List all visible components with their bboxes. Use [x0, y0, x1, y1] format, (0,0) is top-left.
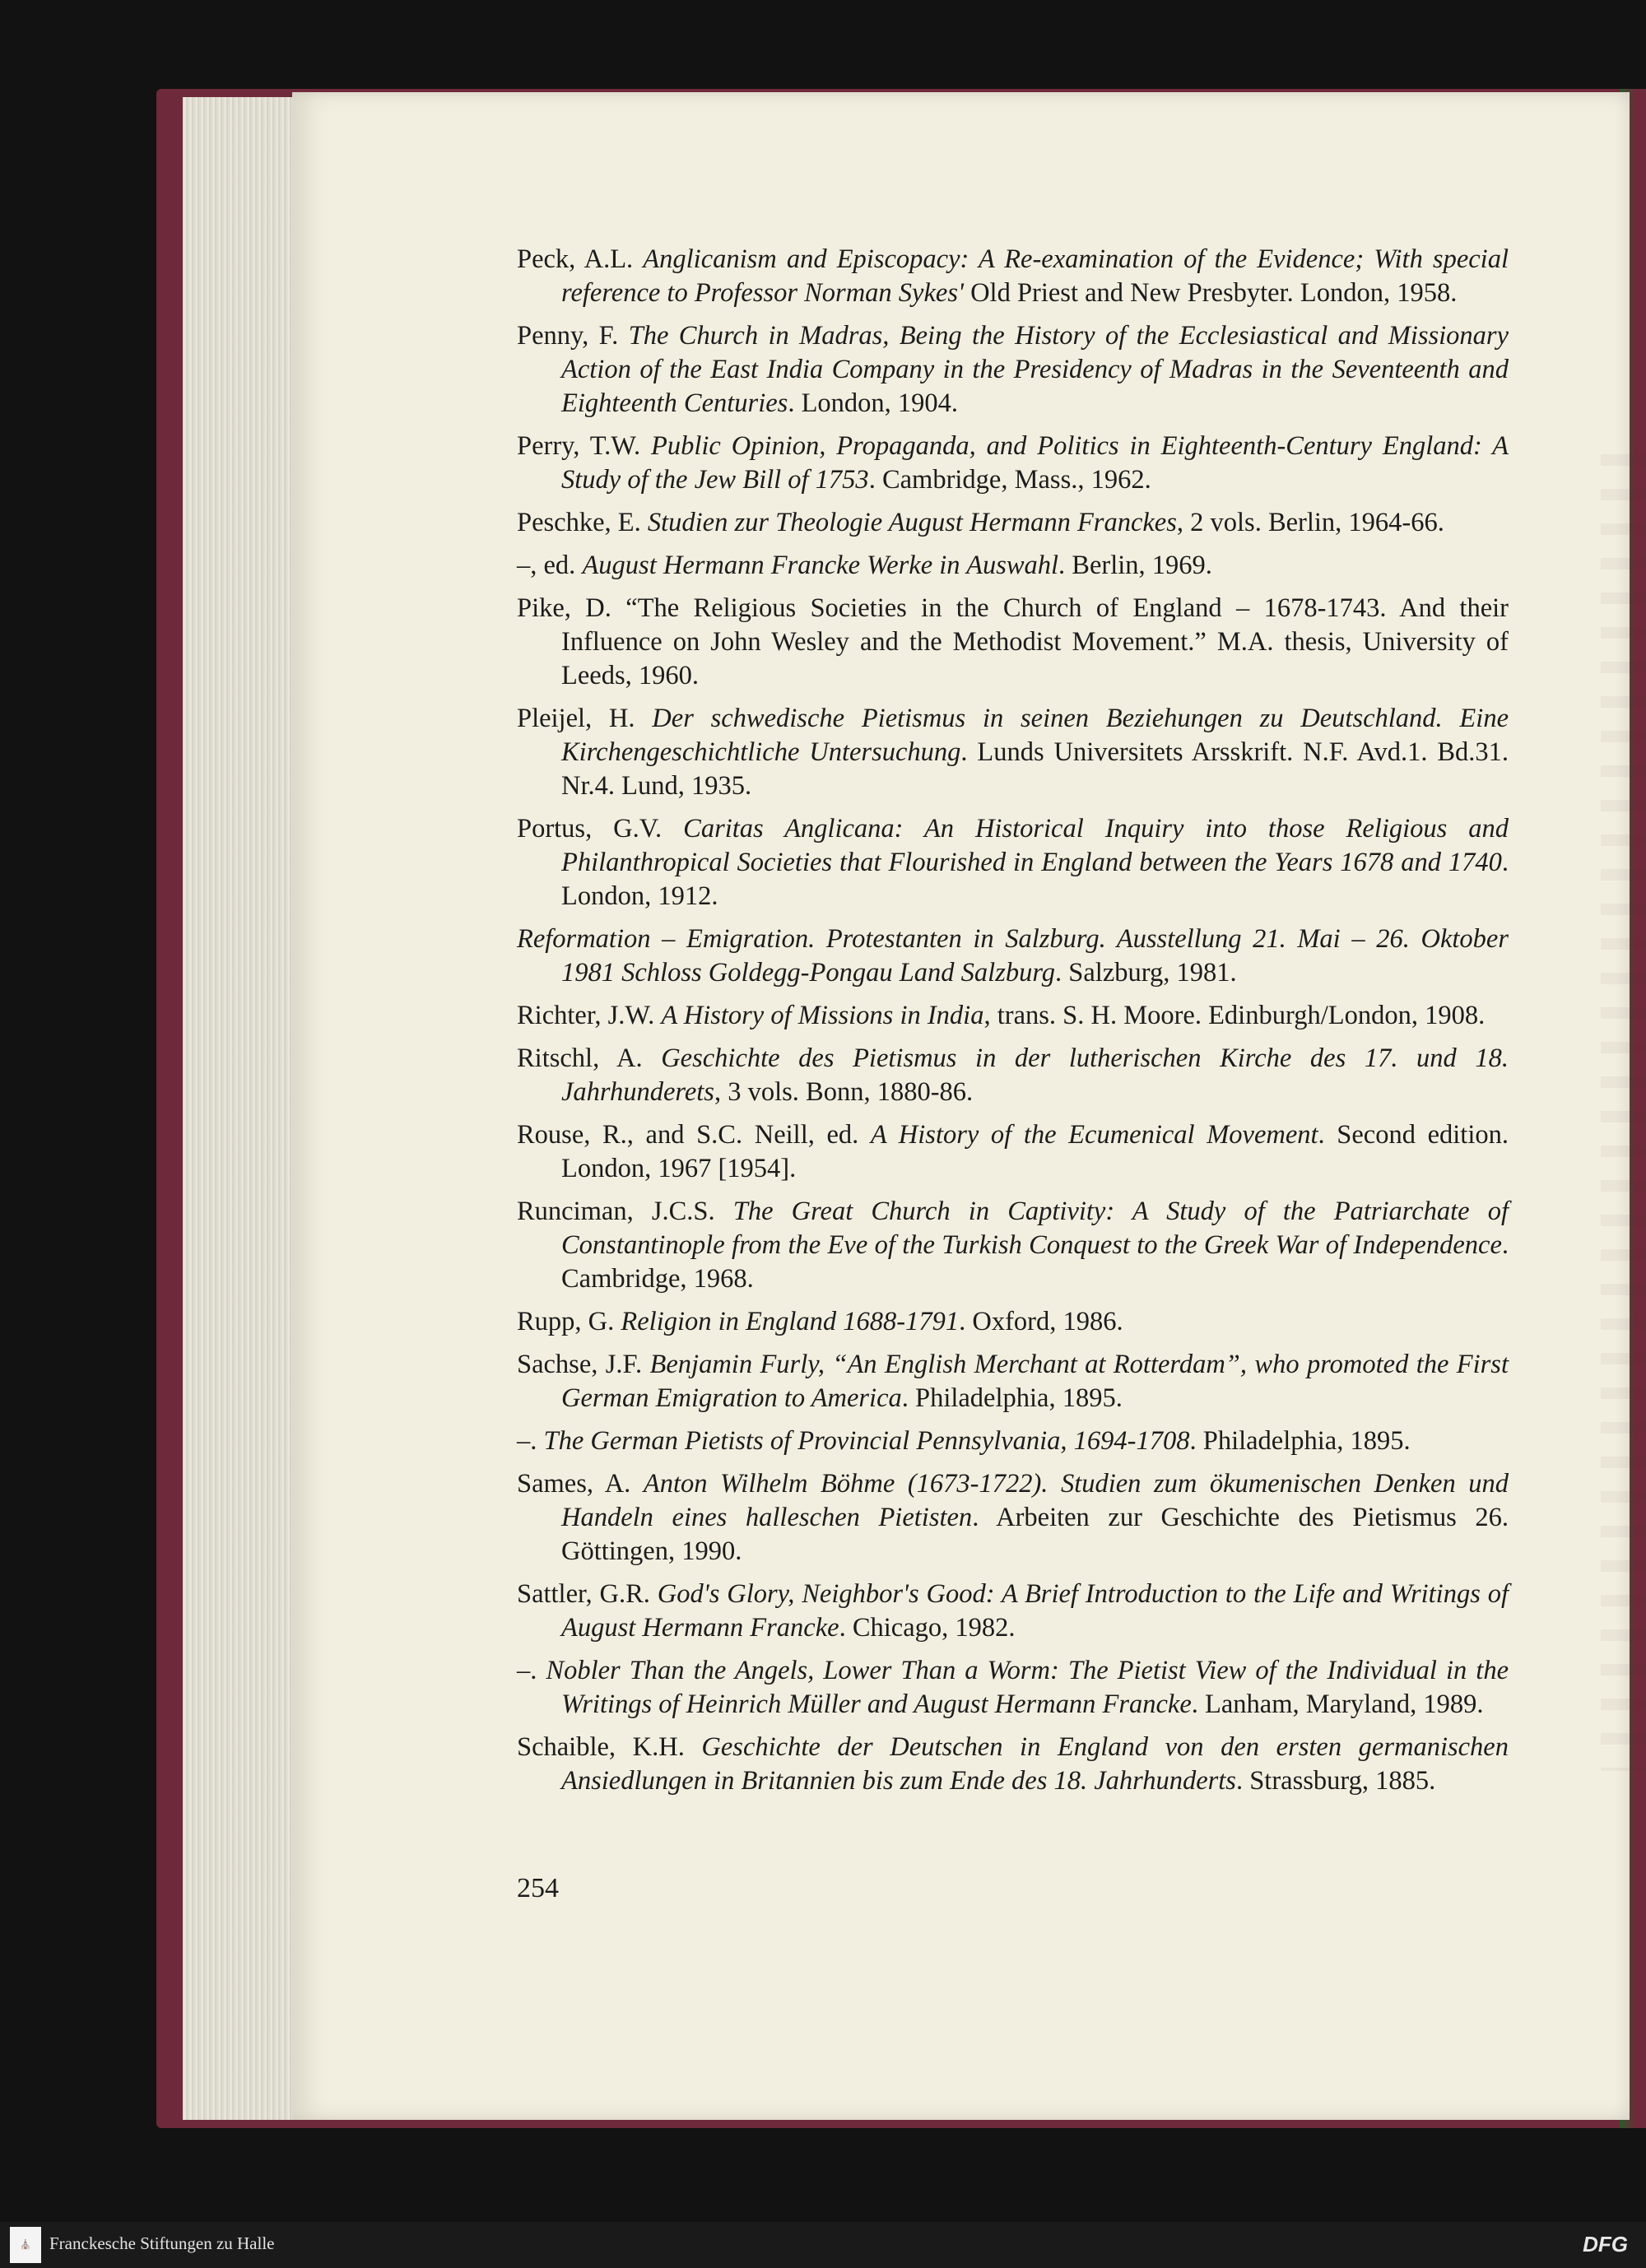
bibliography-entry	[517, 430, 1509, 497]
bibliography-entry	[517, 1467, 1509, 1569]
entry-title: Caritas Anglicana: An Historical Inquiry into those Religious and Philanthropical Societies that Flourished in England between the Years 1678 and 1740	[561, 814, 1509, 877]
bibliography-entry	[517, 999, 1509, 1033]
entry-title: The Church in Madras, Being the History of the Ecclesiastical and Missionary Action of the East India Company in the Presidency of Madras in the Seventeenth and Eighteenth Centuries	[561, 321, 1509, 418]
entry-author: Rupp, G.	[517, 1307, 621, 1336]
entry-publication: Old Priest and New Presbyter. London, 1958.	[963, 278, 1458, 308]
entry-title: Benjamin Furly, “An English Merchant at Rotterdam”, who promoted the First German Emigration to America	[561, 1350, 1509, 1413]
entry-title: A History of the Ecumenical Movement	[870, 1120, 1318, 1150]
bibliography-entry	[517, 506, 1509, 540]
bibliography-entry	[517, 592, 1509, 693]
entry-title: Anton Wilhelm Böhme (1673-1722). Studien zum ökumenischen Denken und Handeln eines halleschen Pietisten	[561, 1469, 1509, 1532]
franckesche-stiftungen-logo-icon: ⛪	[10, 2227, 41, 2263]
bibliography-entry	[517, 1578, 1509, 1645]
entry-publication: , 2 vols. Berlin, 1964-66.	[1176, 508, 1444, 537]
bibliography-entry	[517, 1195, 1509, 1296]
bibliography-entry	[517, 702, 1509, 803]
bibliography-entry	[517, 243, 1509, 310]
entry-title: Geschichte der Deutschen in England von den ersten germanischen Ansiedlungen in Britannien bis zum Ende des 18. Jahrhunderts	[561, 1732, 1509, 1796]
bibliography-entry	[517, 1731, 1509, 1798]
entry-publication: . Cambridge, 1968.	[561, 1230, 1509, 1294]
entry-author: Schaible, K.H.	[517, 1732, 702, 1762]
entry-title: Studien zur Theologie August Hermann Franckes	[647, 508, 1177, 537]
entry-author: Runciman, J.C.S.	[517, 1197, 733, 1226]
bibliography-entry	[517, 1305, 1509, 1339]
bibliography-entry	[517, 923, 1509, 990]
entry-publication: . Philadelphia, 1895.	[901, 1383, 1123, 1413]
entry-title: Der schwedische Pietismus in seinen Beziehungen zu Deutschland. Eine Kirchengeschichtliche Untersuchung	[561, 704, 1509, 767]
entry-publication: , 3 vols. Bonn, 1880-86.	[714, 1077, 974, 1107]
entry-publication: . Lanham, Maryland, 1989.	[1191, 1689, 1484, 1719]
show-through-text	[1601, 454, 1646, 1771]
entry-author: Penny, F.	[517, 321, 629, 351]
entry-title: Public Opinion, Propaganda, and Politics in Eighteenth-Century England: A Study of the Jew Bill of 1753	[561, 431, 1509, 495]
entry-publication: . Lunds Universitets Arsskrift. N.F. Avd.1. Bd.31. Nr.4. Lund, 1935.	[561, 737, 1509, 801]
entry-publication: . London, 1904.	[788, 388, 959, 418]
bibliography-entry	[517, 1118, 1509, 1186]
entry-author: –.	[517, 1656, 546, 1685]
entry-title: God's Glory, Neighbor's Good: A Brief Introduction to the Life and Writings of August Hermann Francke	[561, 1579, 1509, 1643]
entry-publication: . Salzburg, 1981.	[1055, 958, 1237, 988]
entry-author: Rouse, R., and S.C. Neill, ed.	[517, 1120, 871, 1150]
footer-bar	[0, 2222, 1646, 2268]
entry-publication: . Second edition. London, 1967 [1954].	[561, 1120, 1509, 1183]
page-edges	[183, 97, 298, 2120]
entry-author: Richter, J.W.	[517, 1001, 662, 1030]
entry-title: Anglicanism and Episcopacy: A Re-examination of the Evidence; With special reference to Professor Norman Sykes'	[561, 244, 1509, 308]
entry-publication: . Chicago, 1982.	[839, 1613, 1016, 1643]
entry-publication: . Philadelphia, 1895.	[1189, 1426, 1411, 1456]
entry-publication: . Arbeiten zur Geschichte des Pietismus 26. Göttingen, 1990.	[561, 1503, 1509, 1566]
entry-title: Reformation – Emigration. Protestanten in Salzburg. Ausstellung 21. Mai – 26. Oktober 1981 Schloss Goldegg-Pongau Land Salzburg	[517, 924, 1509, 988]
bibliography-entry	[517, 1424, 1509, 1458]
bibliography-entry	[517, 1348, 1509, 1415]
entry-author: Portus, G.V.	[517, 814, 684, 844]
entry-author: Pleijel, H.	[517, 704, 653, 733]
entry-title: Geschichte des Pietismus in der lutherischen Kirche des 17. und 18. Jahrhunderets	[561, 1043, 1509, 1107]
entry-author: –.	[517, 1426, 544, 1456]
entry-author: Peschke, E.	[517, 508, 648, 537]
entry-title: Religion in England 1688-1791	[621, 1307, 960, 1336]
entry-author: –, ed.	[517, 551, 583, 580]
footer-institution: Franckesche Stiftungen zu Halle	[49, 2233, 275, 2253]
bibliography-entry	[517, 549, 1509, 583]
entry-title: The German Pietists of Provincial Pennsylvania, 1694-1708	[543, 1426, 1190, 1456]
entry-publication: . Berlin, 1969.	[1058, 551, 1212, 580]
entry-publication: . Strassburg, 1885.	[1235, 1766, 1436, 1796]
entry-author: Sattler, G.R.	[517, 1579, 658, 1609]
bibliography-list	[517, 243, 1509, 1807]
page-number: 254	[517, 1873, 559, 1903]
entry-publication: . London, 1912.	[561, 848, 1509, 911]
entry-title: Nobler Than the Angels, Lower Than a Worm: The Pietist View of the Individual in the Writings of Heinrich Müller and August Hermann Francke	[546, 1656, 1509, 1719]
bibliography-entry	[517, 1654, 1509, 1722]
entry-publication: . Cambridge, Mass., 1962.	[868, 465, 1151, 495]
entry-title: August Hermann Francke Werke in Auswahl	[582, 551, 1059, 580]
dfg-logo: DFG	[1583, 2232, 1628, 2256]
entry-author: Sachse, J.F.	[517, 1350, 650, 1379]
entry-publication: , trans. S. H. Moore. Edinburgh/London, 1908.	[983, 1001, 1486, 1030]
entry-title: A History of Missions in India	[661, 1001, 984, 1030]
entry-author: Pike, D. “The Religious Societies in the Church of England – 1678-1743. And their Influence on John Wesley and the Methodist Movement.” M.A. thesis, University of Leeds, 1960.	[517, 593, 1509, 690]
entry-publication: . Oxford, 1986.	[959, 1307, 1123, 1336]
entry-author: Sames, A.	[517, 1469, 644, 1499]
bibliography-entry	[517, 1042, 1509, 1109]
entry-author: Peck, A.L.	[517, 244, 644, 274]
entry-author: Ritschl, A.	[517, 1043, 662, 1073]
entry-author: Perry, T.W.	[517, 431, 652, 461]
entry-title: The Great Church in Captivity: A Study of the Patriarchate of Constantinople from the Eve of the Turkish Conquest to the Greek War of Independence	[561, 1197, 1509, 1260]
bibliography-entry	[517, 812, 1509, 913]
bibliography-entry	[517, 319, 1509, 421]
